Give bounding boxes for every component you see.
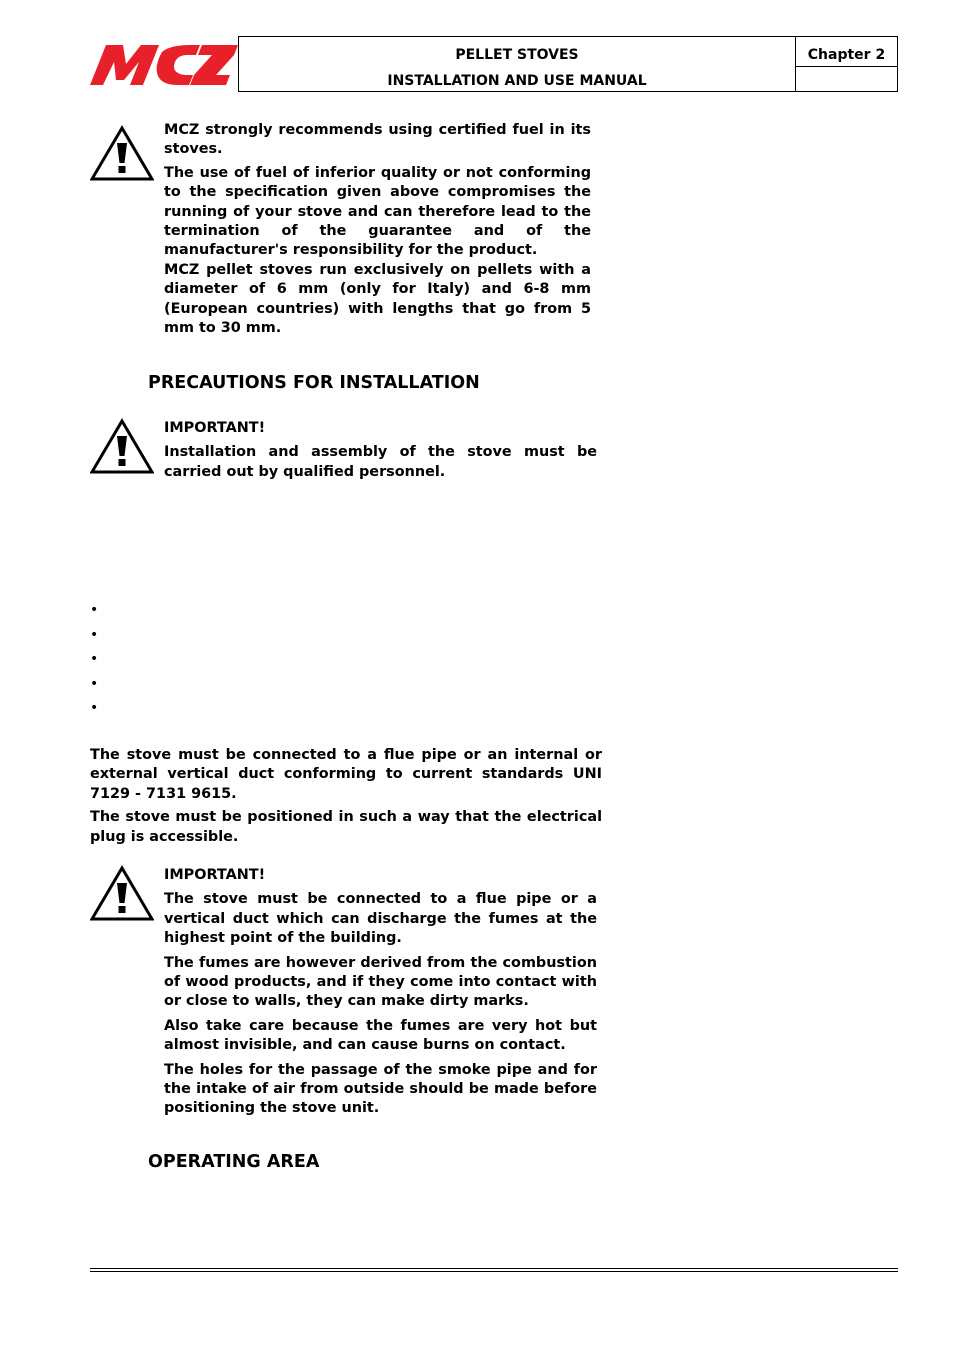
footer-rule bbox=[90, 1271, 898, 1272]
list-item: • bbox=[90, 675, 99, 692]
list-item: • bbox=[90, 626, 99, 643]
fuel-note bbox=[164, 121, 591, 338]
important-label: IMPORTANT! bbox=[164, 867, 266, 883]
connection-notes bbox=[90, 746, 602, 847]
footer-rule bbox=[90, 1268, 898, 1269]
important-label: IMPORTANT! bbox=[164, 420, 266, 436]
flue-warning-discharge: The stove must be connected to a flue pipe or a vertical duct which can discharge the fumes at the highest point of the building. bbox=[164, 891, 597, 947]
section-heading-operating-area: OPERATING AREA bbox=[148, 1152, 320, 1172]
connection-plug-text: The stove must be positioned in such a way that the electrical plug is accessible. bbox=[90, 809, 602, 845]
list-item: • bbox=[90, 651, 99, 668]
chapter-box bbox=[795, 36, 898, 92]
precautions-text: Installation and assembly of the stove must be carried out by qualified personnel. bbox=[164, 444, 597, 480]
flue-warning-marks: The fumes are however derived from the combustion of wood products, and if they come into contact with or close to walls, they can make dirty marks. bbox=[164, 954, 597, 1010]
bullet-list bbox=[90, 600, 110, 723]
header-subtitle: INSTALLATION AND USE MANUAL bbox=[387, 73, 647, 89]
warning-triangle-icon bbox=[90, 865, 154, 921]
chapter-label: Chapter 2 bbox=[807, 47, 886, 63]
list-item: • bbox=[90, 602, 99, 618]
warning-triangle-icon bbox=[90, 418, 154, 474]
section-heading-precautions: PRECAUTIONS FOR INSTALLATION bbox=[148, 373, 480, 393]
fuel-note-quality: The use of fuel of inferior quality or not conforming to the specification given above compromises the running of your stove and can therefore lead to the termination of the guarantee and of the manufacturer's responsibility for the product. bbox=[164, 164, 591, 259]
chapter-divider bbox=[795, 66, 898, 67]
connection-flue-text: The stove must be connected to a flue pipe or an internal or external vertical duct conforming to current standards UNI 7129 - 7131 9615. bbox=[90, 747, 602, 802]
warning-triangle-icon bbox=[90, 125, 154, 181]
header-title: PELLET STOVES bbox=[455, 47, 579, 63]
flue-warning-burns: Also take care because the fumes are very hot but almost invisible, and can cause burns on contact. bbox=[164, 1017, 597, 1054]
list-item: • bbox=[90, 700, 99, 717]
fuel-note-diameter: MCZ pellet stoves run exclusively on pellets with a diameter of 6 mm (only for Italy) and 6-8 mm (European countries) with lengths that go from 5 mm to 30 mm. bbox=[164, 261, 591, 337]
flue-warning bbox=[164, 866, 597, 1119]
flue-warning-holes: The holes for the passage of the smoke pipe and for the intake of air from outside should be made before positioning the stove unit. bbox=[164, 1061, 597, 1117]
precautions-warning bbox=[164, 419, 597, 482]
fuel-note-recommend: MCZ strongly recommends using certified fuel in its stoves. bbox=[164, 122, 591, 158]
mcz-logo bbox=[90, 42, 238, 88]
